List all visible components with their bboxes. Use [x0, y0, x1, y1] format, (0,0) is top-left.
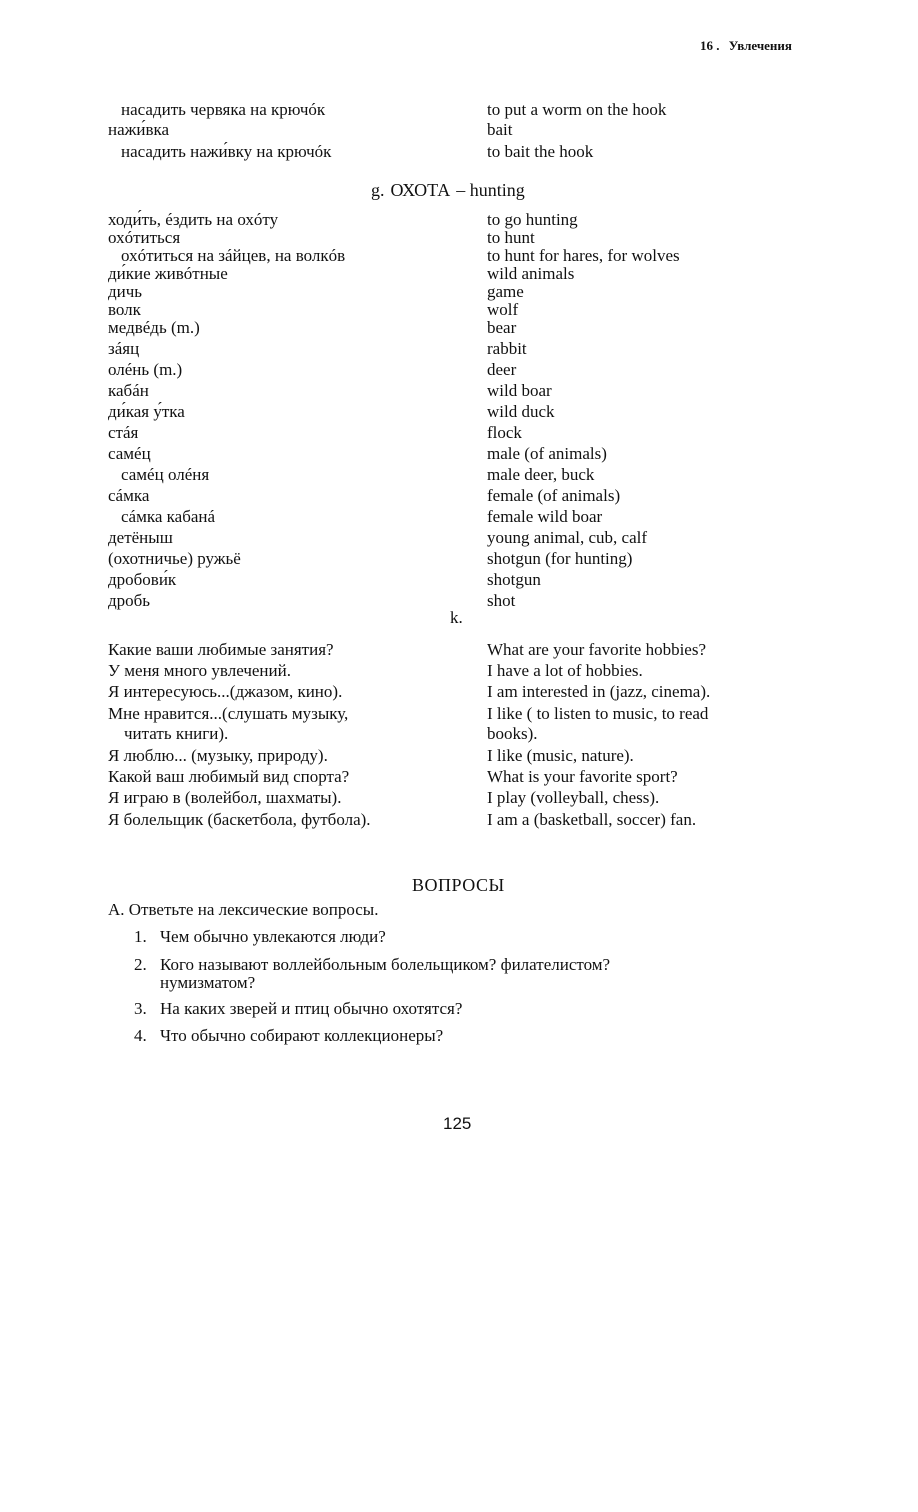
phrase-row	[0, 767, 918, 787]
question-item	[134, 956, 610, 992]
phrase-ru: Какие ваши любимые занятия?	[108, 640, 334, 659]
vocab-en: wild boar	[487, 381, 552, 400]
section-title-en: – hunting	[456, 180, 525, 200]
questions-instruction: А. Ответьте на лексические вопросы.	[108, 900, 379, 919]
vocab-row	[0, 507, 918, 527]
vocab-row	[0, 100, 918, 120]
phrase-en: What are your favorite hobbies?	[487, 640, 707, 659]
vocab-en: to put a worm on the hook	[487, 100, 667, 119]
phrase-ru: У меня много увлечений.	[108, 661, 291, 680]
vocab-ru: зáяц	[108, 339, 140, 358]
question-number: 3.	[134, 999, 147, 1018]
chapter-title: Увлечения	[728, 38, 792, 53]
vocab-row	[0, 120, 918, 140]
phrase-row	[0, 661, 918, 681]
vocab-en: female wild boar	[487, 507, 603, 526]
question-text: Чем обычно увлекаются люди?	[160, 927, 386, 946]
vocab-en: male (of animals)	[487, 444, 607, 463]
vocab-en: shotgun (for hunting)	[487, 549, 633, 568]
vocab-row	[0, 549, 918, 569]
vocab-ru: сáмка	[108, 486, 150, 505]
vocab-en: wild duck	[487, 402, 555, 421]
vocab-ru: медвéдь (m.)	[108, 318, 200, 337]
vocab-row	[0, 228, 918, 248]
vocab-ru: насадить нажи́вку на крючóк	[121, 142, 332, 161]
phrase-en: I like (music, nature).	[487, 746, 634, 765]
phrase-ru: читать книги).	[124, 724, 229, 743]
vocab-ru: дичь	[108, 282, 143, 301]
question-text: Кого называют воллейбольным болельщиком? филателистом?	[160, 955, 611, 974]
vocab-ru: стáя	[108, 423, 139, 442]
vocab-ru: ди́кая у́тка	[108, 402, 185, 421]
running-header	[700, 38, 792, 54]
phrase-en: books).	[487, 724, 538, 743]
phrase-en: I play (volleyball, chess).	[487, 788, 660, 807]
vocab-row	[0, 423, 918, 443]
vocab-en: shotgun	[487, 570, 541, 589]
vocab-en: female (of animals)	[487, 486, 621, 505]
vocab-ru: самéц	[108, 444, 151, 463]
vocab-ru: охóтиться на зáйцев, на волкóв	[121, 246, 346, 265]
vocab-row	[0, 465, 918, 485]
vocab-en: shot	[487, 591, 516, 610]
vocab-row	[0, 300, 918, 320]
vocab-ru: детёныш	[108, 528, 173, 547]
vocab-en: to go hunting	[487, 210, 578, 229]
vocab-en: flock	[487, 423, 522, 442]
section-letter: g.	[371, 180, 385, 200]
question-number: 2.	[134, 955, 147, 974]
vocab-ru: ди́кие живóтные	[108, 264, 228, 283]
phrase-en: I am a (basketball, soccer) fan.	[487, 810, 697, 829]
vocab-en: bear	[487, 318, 517, 337]
phrase-ru: Какой ваш любимый вид спорта?	[108, 767, 350, 786]
question-number: 4.	[134, 1026, 147, 1045]
vocab-row	[0, 402, 918, 422]
question-text-continued: нумизматом?	[160, 973, 256, 992]
vocab-en: to bait the hook	[487, 142, 594, 161]
vocab-en: to hunt	[487, 228, 535, 247]
phrase-en: I like ( to listen to music, to read	[487, 704, 709, 723]
vocab-ru: самéц олéня	[121, 465, 210, 484]
phrase-row	[0, 704, 918, 724]
vocab-ru: (охотничье) ружьё	[108, 549, 241, 568]
vocab-row	[0, 282, 918, 302]
vocab-row	[0, 246, 918, 266]
vocab-en: rabbit	[487, 339, 527, 358]
vocab-en: male deer, buck	[487, 465, 595, 484]
question-number: 1.	[134, 927, 147, 946]
vocab-ru: охóтиться	[108, 228, 181, 247]
vocab-row	[0, 444, 918, 464]
page-number: 125	[443, 1114, 472, 1133]
vocab-ru: олéнь (m.)	[108, 360, 183, 379]
vocab-ru: сáмка кабанá	[121, 507, 216, 526]
stray-letter: k.	[450, 608, 463, 627]
question-item	[134, 1027, 443, 1045]
vocab-row	[0, 486, 918, 506]
section-title-ru: ОХОТА	[390, 180, 451, 200]
vocab-row	[0, 264, 918, 284]
vocab-row	[0, 381, 918, 401]
vocab-ru: кабáн	[108, 381, 149, 400]
vocab-row	[0, 528, 918, 548]
vocab-ru: ходи́ть, éздить на охóту	[108, 210, 279, 229]
phrase-row	[0, 810, 918, 830]
vocab-row	[0, 570, 918, 590]
vocab-ru: дробови́к	[108, 570, 177, 589]
question-text: Что обычно собирают коллекционеры?	[160, 1026, 444, 1045]
phrase-en: I have a lot of hobbies.	[487, 661, 643, 680]
vocab-en: young animal, cub, calf	[487, 528, 648, 547]
phrase-row	[0, 682, 918, 702]
phrase-row	[0, 788, 918, 808]
section-title-hunting	[371, 180, 525, 201]
questions-title: ВОПРОСЫ	[412, 875, 505, 895]
chapter-number: 16 .	[700, 38, 720, 53]
phrase-ru: Я люблю... (музыку, природу).	[108, 746, 328, 765]
question-item	[134, 1000, 462, 1018]
vocab-row	[0, 142, 918, 162]
vocab-ru: нажи́вка	[108, 120, 170, 139]
phrase-row	[0, 746, 918, 766]
vocab-row	[0, 210, 918, 230]
phrase-ru: Я болельщик (баскетбола, футбола).	[108, 810, 371, 829]
vocab-row	[0, 339, 918, 359]
vocab-ru: дробь	[108, 591, 151, 610]
vocab-ru: волк	[108, 300, 141, 319]
phrase-en: What is your favorite sport?	[487, 767, 678, 786]
vocab-en: to hunt for hares, for wolves	[487, 246, 680, 265]
vocab-en: deer	[487, 360, 517, 379]
vocab-en: wild animals	[487, 264, 575, 283]
phrase-en: I am interested in (jazz, cinema).	[487, 682, 711, 701]
vocab-ru: насадить червяка на крючóк	[121, 100, 326, 119]
vocab-en: game	[487, 282, 524, 301]
phrase-ru: Я интересуюсь...(джазом, кино).	[108, 682, 343, 701]
question-item	[134, 928, 386, 946]
vocab-en: wolf	[487, 300, 519, 319]
phrase-row	[0, 640, 918, 660]
vocab-row	[0, 318, 918, 338]
phrase-ru: Я играю в (волейбол, шахматы).	[108, 788, 342, 807]
vocab-en: bait	[487, 120, 513, 139]
question-text: На каких зверей и птиц обычно охотятся?	[160, 999, 463, 1018]
phrase-ru: Мне нравится...(слушать музыку,	[108, 704, 349, 723]
vocab-row	[0, 360, 918, 380]
phrase-row	[0, 724, 918, 744]
